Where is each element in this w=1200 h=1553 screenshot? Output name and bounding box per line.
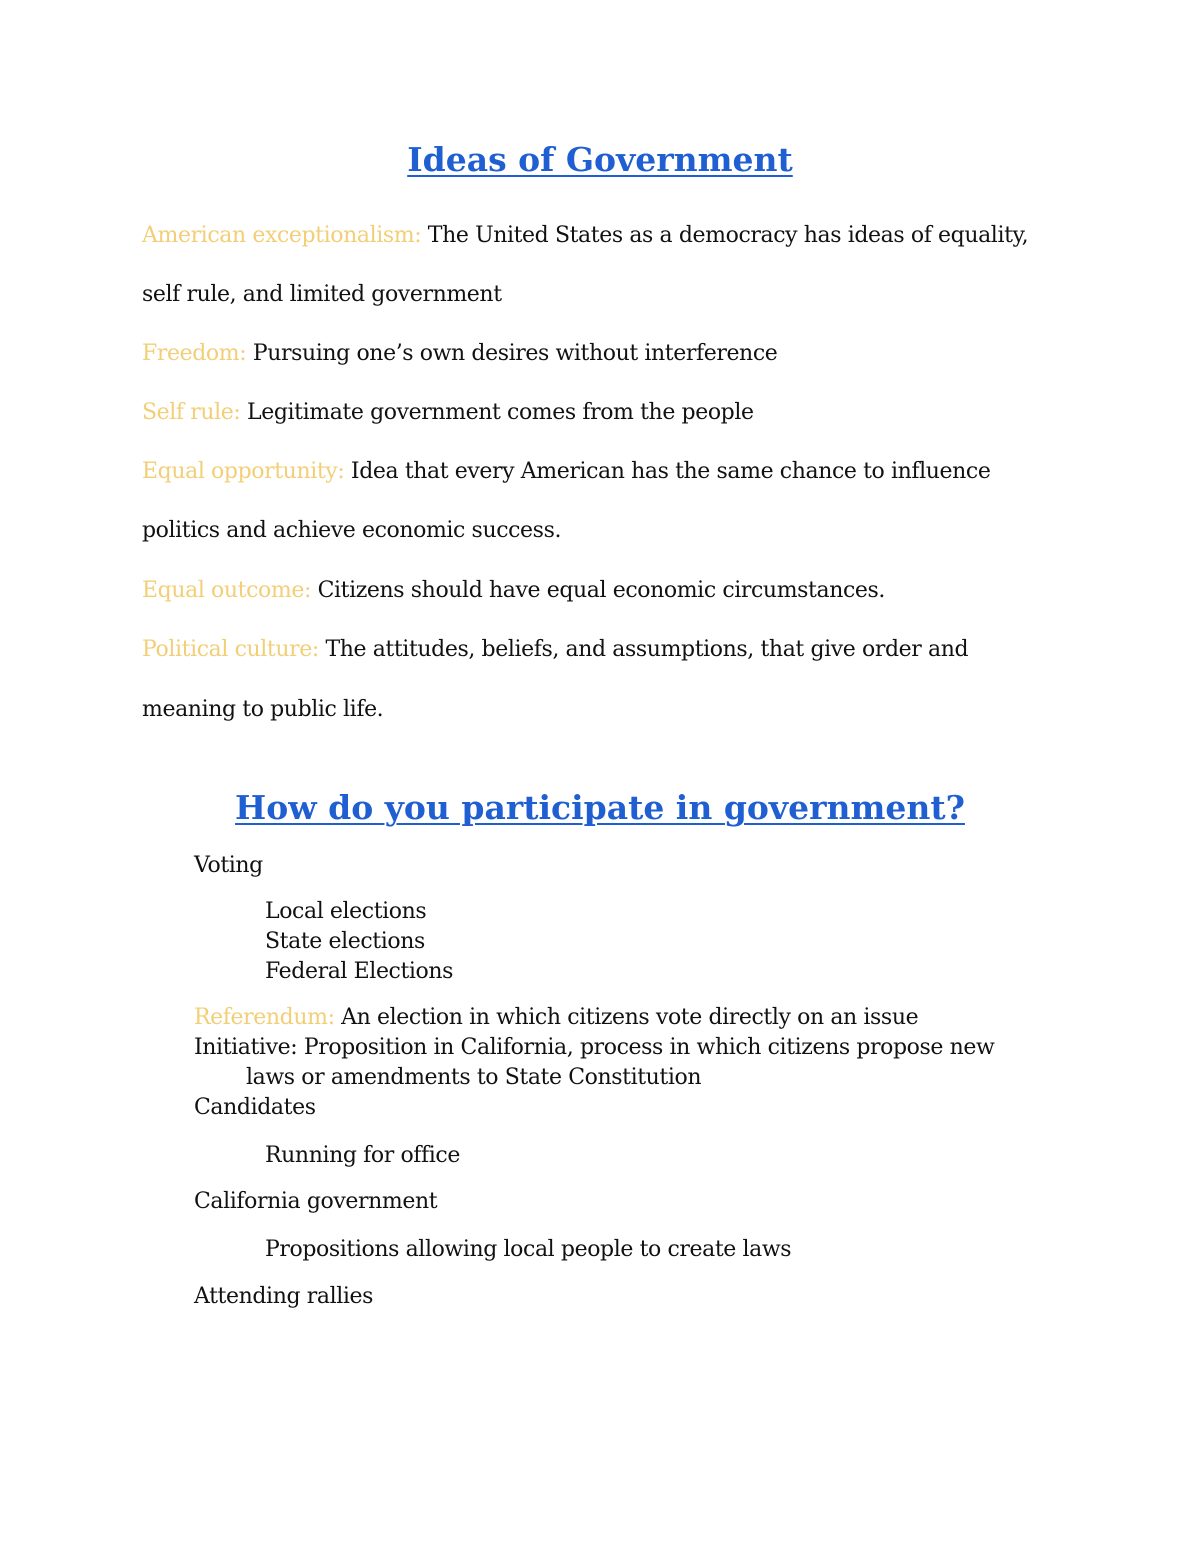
list-subitem-federal-elections: Federal Elections [265,959,454,984]
definition-text: An election in which citizens vote directly on an issue [334,1005,919,1030]
definition-freedom [142,339,777,369]
definition-text: Legitimate government comes from the people [240,400,754,425]
list-item-initiative: Initiative: Proposition in California, process in which citizens propose new [194,1035,995,1060]
list-item-initiative-continuation: laws or amendments to State Constitution [246,1065,702,1090]
list-item-candidates: Candidates [194,1095,316,1120]
section-title-participation: How do you participate in government? [235,788,965,827]
list-item-referendum [194,1003,918,1033]
term-label: Political culture: [142,637,319,662]
definition-political-culture [142,635,968,665]
list-subitem-local-elections: Local elections [265,899,427,924]
list-subitem-running: Running for office [265,1143,460,1168]
definition-equal-outcome [142,576,885,606]
definition-self-rule [142,398,754,428]
section-title-ideas: Ideas of Government [407,140,793,179]
list-subitem-state-elections: State elections [265,929,425,954]
definition-text: Idea that every American has the same chance to influence [344,459,991,484]
definition-text: The United States as a democracy has ideas of equality, [421,223,1029,248]
definition-continuation: meaning to public life. [142,697,384,722]
list-subitem-propositions: Propositions allowing local people to create laws [265,1237,792,1262]
list-item-rallies: Attending rallies [194,1284,373,1309]
definition-continuation: politics and achieve economic success. [142,518,562,543]
term-label: Referendum: [194,1005,335,1030]
term-label: Equal outcome: [142,578,311,603]
list-item-voting: Voting [194,853,263,878]
term-label: American exceptionalism: [142,223,422,248]
definition-equal-opportunity [142,457,990,487]
definition-american-exceptionalism [142,221,1028,251]
definition-text: Pursuing one’s own desires without interference [246,341,778,366]
term-label: Equal opportunity: [142,459,345,484]
term-label: Freedom: [142,341,247,366]
term-label: Self rule: [142,400,241,425]
list-item-california-government: California government [194,1189,438,1214]
definition-text: The attitudes, beliefs, and assumptions, that give order and [318,637,969,662]
definition-text: Citizens should have equal economic circumstances. [310,578,885,603]
definition-continuation: self rule, and limited government [142,282,502,307]
